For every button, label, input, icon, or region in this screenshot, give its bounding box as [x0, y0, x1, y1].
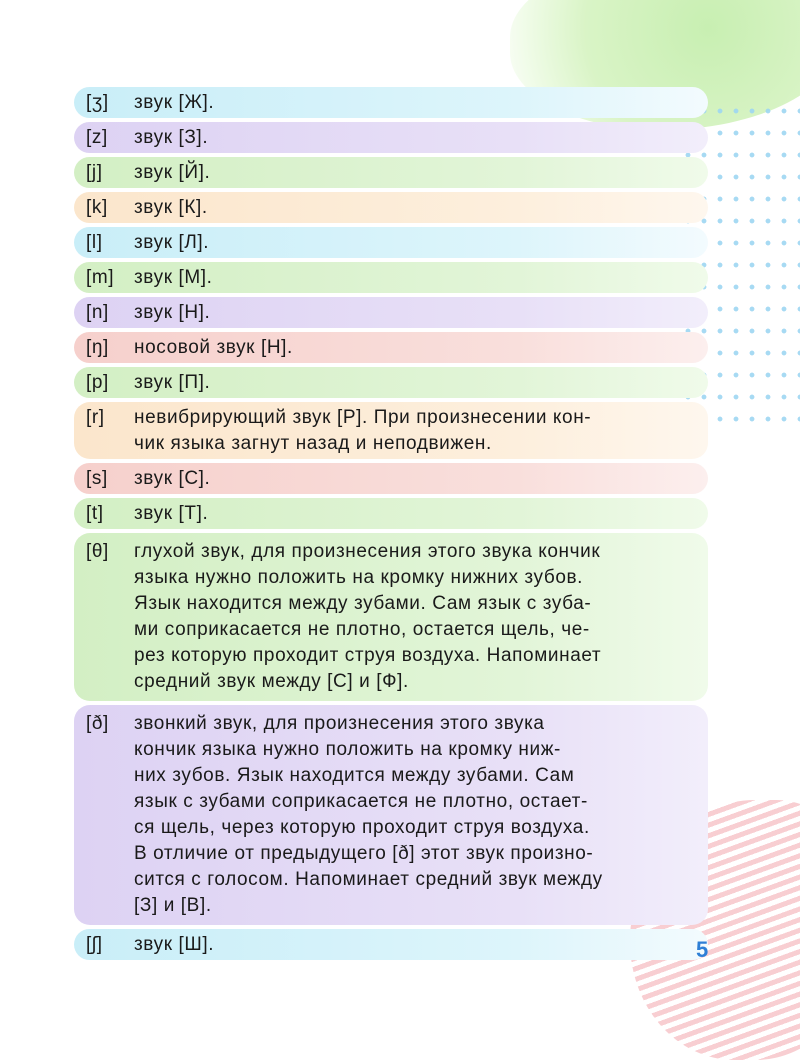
description: звук [Н]. — [134, 302, 211, 323]
phonetic-symbol: [j] — [86, 162, 103, 183]
list-item — [74, 367, 708, 398]
description: звук [Л]. — [134, 232, 210, 253]
description: невибрирующий звук [Р]. При произнесении кон- чик языка загнут назад и неподвижен. — [134, 407, 592, 454]
list-item — [74, 463, 708, 494]
description: звук [Ш]. — [134, 934, 215, 955]
phonetic-symbol: [θ] — [86, 541, 109, 562]
description: носовой звук [Н]. — [134, 337, 293, 358]
description: звук [П]. — [134, 372, 211, 393]
list-item — [74, 297, 708, 328]
list-item — [74, 227, 708, 258]
phonetic-symbol: [s] — [86, 468, 108, 489]
description: звук [К]. — [134, 197, 208, 218]
list-item — [74, 533, 708, 701]
sound-list — [74, 87, 708, 964]
phonetic-symbol: [ʒ] — [86, 92, 109, 113]
phonetic-symbol: [r] — [86, 407, 105, 428]
phonetic-symbol: [k] — [86, 197, 108, 218]
page-number: 5 — [696, 937, 709, 962]
description: звук [Ж]. — [134, 92, 215, 113]
list-item — [74, 705, 708, 925]
phonetic-symbol: [ŋ] — [86, 337, 109, 358]
description: звук [С]. — [134, 468, 211, 489]
list-item — [74, 122, 708, 153]
list-item — [74, 402, 708, 459]
phonetic-symbol: [n] — [86, 302, 109, 323]
description: звук [З]. — [134, 127, 209, 148]
description: звук [Т]. — [134, 503, 209, 524]
phonetic-symbol: [m] — [86, 267, 115, 288]
list-item — [74, 262, 708, 293]
phonetic-symbol: [p] — [86, 372, 109, 393]
phonetic-symbol: [z] — [86, 127, 108, 148]
list-item — [74, 87, 708, 118]
phonetic-symbol: [t] — [86, 503, 104, 524]
description: звук [Й]. — [134, 162, 211, 183]
phonetic-symbol: [ð] — [86, 713, 109, 734]
list-item — [74, 332, 708, 363]
list-item — [74, 498, 708, 529]
list-item — [74, 929, 708, 960]
phonetic-symbol: [ʃ] — [86, 934, 103, 955]
list-item — [74, 192, 708, 223]
phonetic-symbol: [l] — [86, 232, 103, 253]
description: звонкий звук, для произнесения этого звука кончик языка нужно положить на кромку ниж- них зубов. Язык находится между зубами. Сам язык с зубами соприкасается не плотно, остает- ся щель, через которую проходит струя воздуха. В отличие от предыдущего [ð] этот звук произно- сится с голосом. Напоминает средний звук между [З] и [В]. — [134, 713, 603, 916]
list-item — [74, 157, 708, 188]
description: глухой звук, для произнесения этого звука кончик языка нужно положить на кромку нижних зубов. Язык находится между зубами. Сам язык с зуба- ми соприкасается не плотно, остается щель, че- рез которую проходит струя воздуха. Напоминает средний звук между [С] и [Ф]. — [134, 541, 602, 692]
description: звук [М]. — [134, 267, 213, 288]
